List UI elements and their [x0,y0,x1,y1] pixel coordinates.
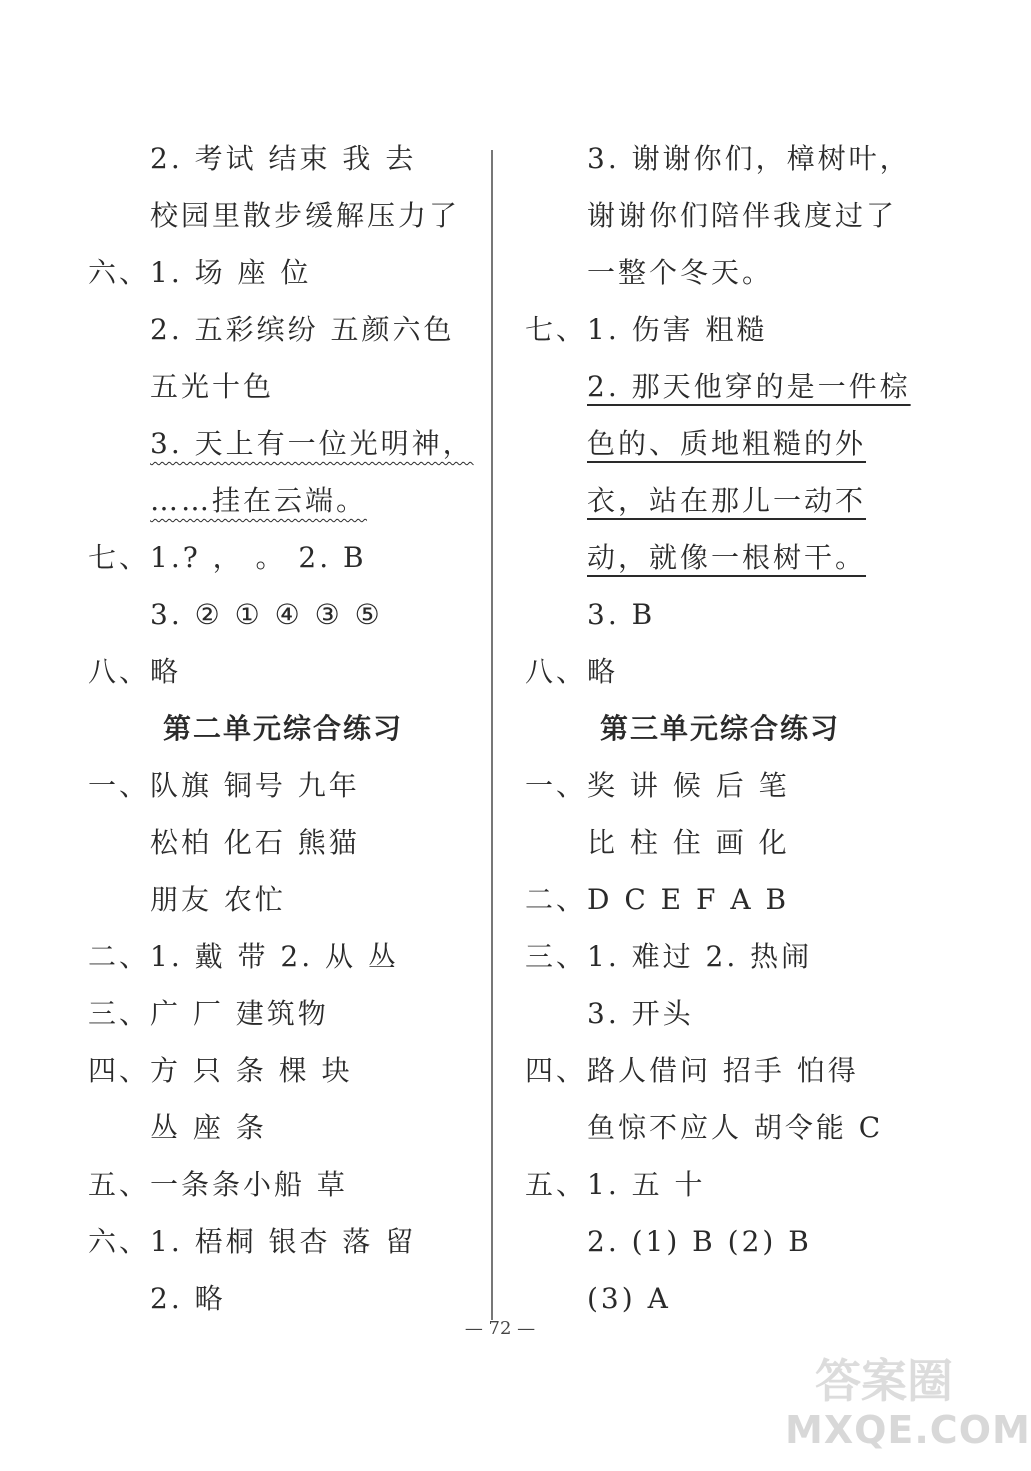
answer-text: 松柏 化石 熊猫 [150,826,360,859]
answer-text: 五、一条条小船 草 [88,1168,348,1201]
answer-line [525,928,915,985]
answer-line [88,586,478,643]
answer-line [525,871,915,928]
answer-text: 八、略 [88,655,182,688]
answer-text: 3. 开头 [587,997,694,1030]
left-column [88,130,478,1327]
answer-line [88,985,478,1042]
answer-text: 第二单元综合练习 [162,712,403,745]
answer-text: ……挂在云端。 [150,484,368,517]
answer-text: 七、1. 伤害 粗糙 [525,313,768,346]
answer-text: 一整个冬天。 [587,256,774,289]
answer-line [525,1213,915,1270]
answer-text: 3. 天上有一位光明神， [150,427,474,460]
answer-text: 五光十色 [150,370,275,403]
answer-line [525,244,915,301]
answer-text: 六、1. 场 座 位 [88,256,312,289]
answer-text: 第三单元综合练习 [599,712,840,745]
answer-line [525,1156,915,1213]
answer-line [525,1042,915,1099]
answer-line [525,358,915,415]
answer-text: 2. (1) B (2) B [587,1225,812,1258]
answer-line [525,529,915,586]
answer-text: 动，就像一根树干。 [587,541,867,574]
answer-line [88,472,478,529]
answer-line [88,1156,478,1213]
answer-line [525,1099,915,1156]
answer-text: 一、队旗 铜号 九年 [88,769,360,802]
answer-line [88,1213,478,1270]
answer-line [88,928,478,985]
answer-line [88,757,478,814]
answer-line [88,1099,478,1156]
answer-text: 四、方 只 条 棵 块 [88,1054,353,1087]
answer-line [525,643,915,700]
answer-line [525,985,915,1042]
watermark-text: MXQE.COM [785,1408,1031,1452]
answer-text: 八、略 [525,655,619,688]
answer-line [525,472,915,529]
answer-line [88,415,478,472]
answer-line [88,358,478,415]
answer-text: (3) A [587,1282,671,1315]
answer-line [525,415,915,472]
answer-line [525,301,915,358]
answer-line [525,586,915,643]
answer-text: 衣，站在那儿一动不 [587,484,867,517]
answer-line [525,814,915,871]
answer-line [88,529,478,586]
answer-text: 三、广 厂 建筑物 [88,997,329,1030]
answer-line [88,130,478,187]
answer-text: 七、1.? ， 。 2. B [88,541,367,574]
answer-text: 色的、质地粗糙的外 [587,427,867,460]
answer-text: 谢谢你们陪伴我度过了 [587,199,898,232]
answer-text: 2. 五彩缤纷 五颜六色 [150,313,455,346]
answer-text: 3. 谢谢你们，樟树叶， [587,142,911,175]
answer-line [525,187,915,244]
answer-text: 六、1. 梧桐 银杏 落 留 [88,1225,417,1258]
answer-line [88,244,478,301]
answer-text: 2. 略 [150,1282,226,1315]
answer-text: 校园里散步缓解压力了 [150,199,461,232]
answer-text: 三、1. 难过 2. 热闹 [525,940,813,973]
answer-line [88,643,478,700]
answer-line [88,187,478,244]
answer-line [88,871,478,928]
answer-text: 2. 那天他穿的是一件棕 [587,370,911,403]
answer-text: 二、1. 戴 带 2. 从 丛 [88,940,399,973]
answer-line [88,301,478,358]
answer-text: 一、奖 讲 候 后 笔 [525,769,790,802]
answer-line [88,1042,478,1099]
page-number: — 72 — [464,1318,536,1339]
section-heading [525,700,915,757]
answer-text: 3. B [587,598,656,631]
answer-text: 五、1. 五 十 [525,1168,706,1201]
answer-text: 二、D C E F A B [525,883,790,916]
answer-text: 朋友 农忙 [150,883,286,916]
answer-text: 3. ② ① ④ ③ ⑤ [150,598,383,631]
answer-line [88,814,478,871]
answer-line [525,130,915,187]
answer-text: 比 柱 住 画 化 [587,826,790,859]
watermark-logo: 答案圈 [815,1354,953,1408]
right-column [525,130,915,1327]
answer-text: 四、路人借问 招手 怕得 [525,1054,859,1087]
answer-text: 鱼惊不应人 胡令能 C [587,1111,884,1144]
column-divider [491,150,493,1320]
answer-text: 丛 座 条 [150,1111,267,1144]
answer-line [525,757,915,814]
section-heading [88,700,478,757]
answer-text: 2. 考试 结束 我 去 [150,142,417,175]
